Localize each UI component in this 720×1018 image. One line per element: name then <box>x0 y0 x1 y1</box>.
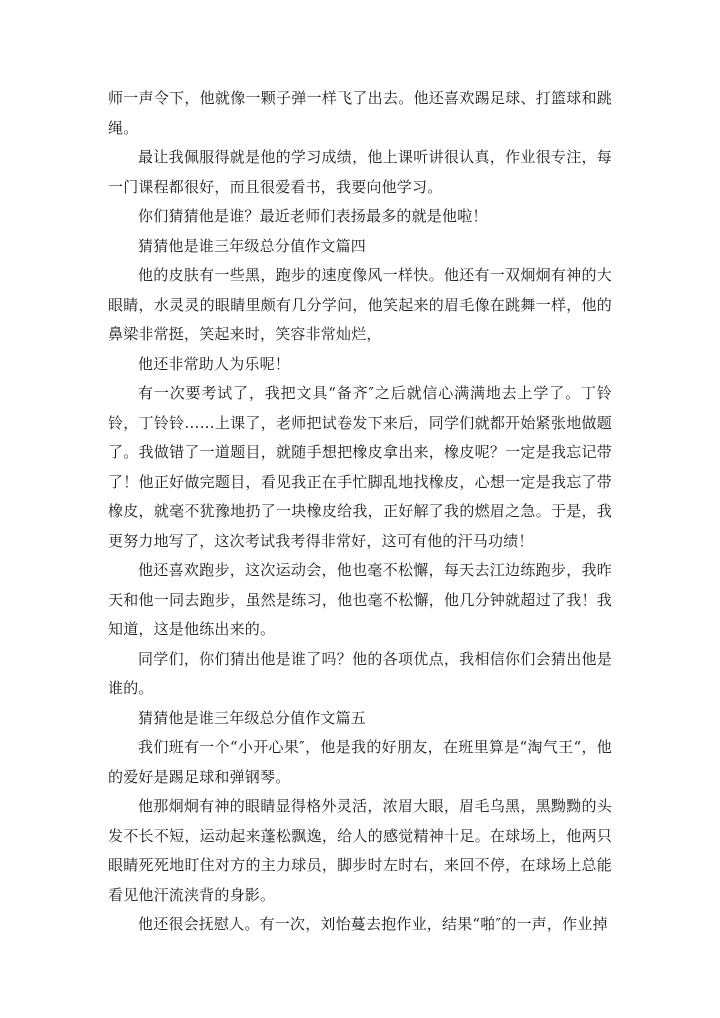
paragraph: 他还喜欢跑步，这次运动会，他也毫不松懈，每天去江边练跑步，我昨天和他一同去跑步，虽然是练习，他也毫不松懈，他几分钟就超过了我！我知道，这是他练出来的。 <box>108 561 612 638</box>
paragraph: 他的皮肤有一些黑，跑步的速度像风一样快。他还有一双炯炯有神的大眼睛，水灵灵的眼睛里颇有几分学问，他笑起来的眉毛像在跳舞一样，他的鼻梁非常挺，笑起来时，笑容非常灿烂， <box>108 266 612 343</box>
paragraph: 最让我佩服得就是他的学习成绩，他上课听讲很认真，作业很专注，每一门课程都很好，而且很爱看书，我要向他学习。 <box>108 148 612 196</box>
paragraph: 我们班有一个“小开心果″，他是我的好朋友，在班里算是“淘气王“，他的爱好是踢足球和弹钢琴。 <box>108 738 612 786</box>
paragraph: 你们猜猜他是谁？最近老师们表扬最多的就是他啦！ <box>138 207 488 225</box>
document-body <box>108 84 612 940</box>
paragraph: 他那炯炯有神的眼睛显得格外灵活，浓眉大眼，眉毛乌黑，黑黝黝的头发不长不短，运动起来蓬松飘逸，给人的感觉精神十足。在球场上，他两只眼睛死死地盯住对方的主力球员，脚步时左时右，来回不停，在球场上总能看见他汗流浃背的身影。 <box>108 797 612 904</box>
paragraph: 他还很会抚慰人。有一次，刘怡蔓去抱作业，结果“啪″的一声，作业掉 <box>138 915 608 933</box>
paragraph: 他还非常助人为乐呢！ <box>138 354 291 373</box>
paragraph: 同学们，你们猜出他是谁了吗？他的各项优点，我相信你们会猜出他是谁的。 <box>108 649 612 697</box>
section-heading: 猜猜他是谁三年级总分值作文篇五 <box>138 708 367 727</box>
paragraph: 师一声令下，他就像一颗子弹一样飞了出去。他还喜欢踢足球、打篮球和跳绳。 <box>108 89 612 137</box>
paragraph: 有一次要考试了，我把文具“备齐″之后就信心满满地去上学了。丁铃铃，丁铃铃……上课了，老师把试卷发下来后，同学们就都开始紧张地做题了。我做错了一道题目，就随手想把橡皮拿出来，橡皮呢？一定是我忘记带了！他正好做完题目，看见我正在手忙脚乱地找橡皮，心想一定是我忘了带橡皮，就毫不犹豫地扔了一块橡皮给我，正好解了我的燃眉之急。于是，我更努力地写了，这次考试我考得非常好，这可有他的汗马功绩！ <box>108 384 612 550</box>
section-heading: 猜猜他是谁三年级总分值作文篇四 <box>138 236 367 255</box>
